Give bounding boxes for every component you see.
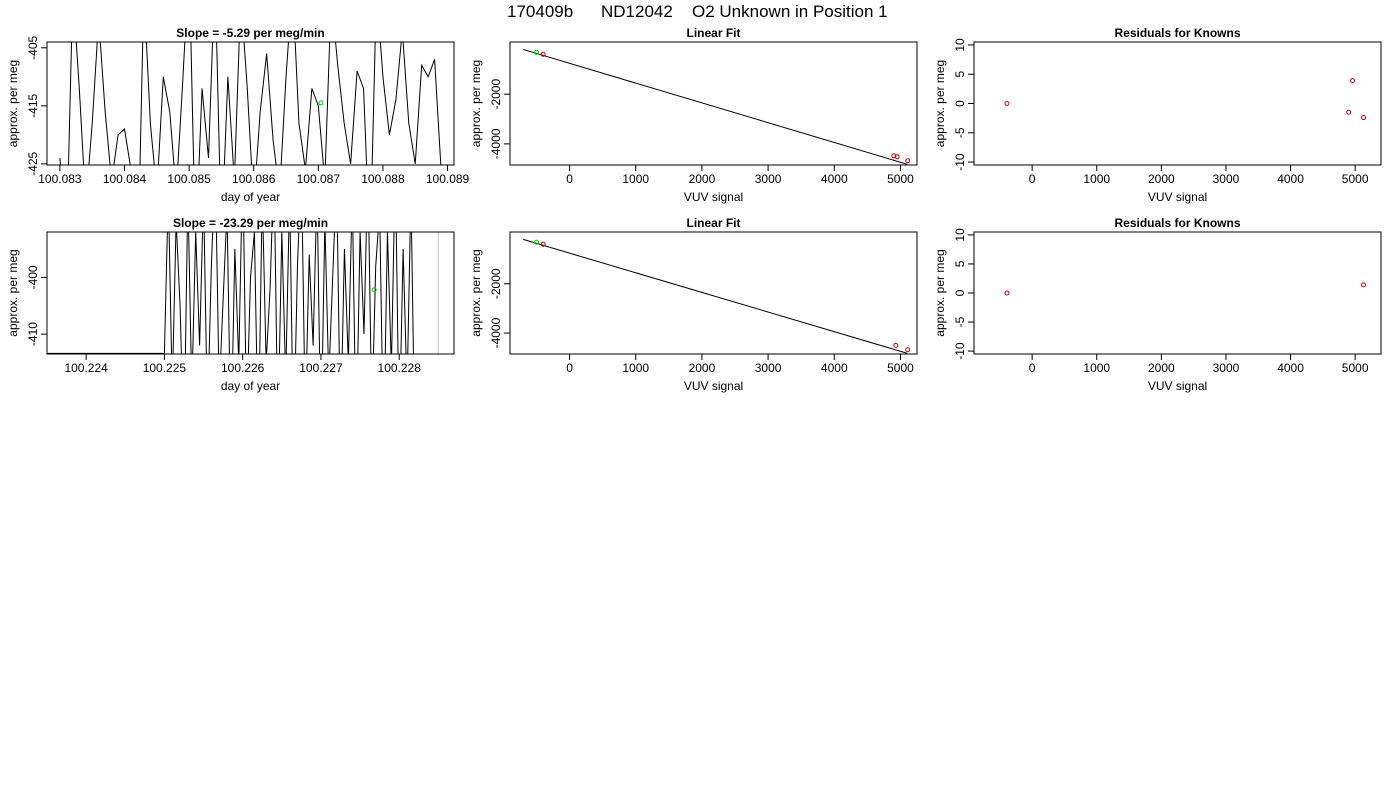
x-tick-label: 3000 bbox=[754, 361, 782, 375]
x-tick-label: 4000 bbox=[820, 361, 848, 375]
y-tick-label: -400 bbox=[26, 265, 40, 290]
x-tick-label: 1000 bbox=[1083, 172, 1111, 186]
y-tick-label: -10 bbox=[953, 153, 967, 171]
x-tick-label: 3000 bbox=[754, 172, 782, 186]
x-axis-label: VUV signal bbox=[683, 379, 744, 393]
x-tick-label: 100.085 bbox=[167, 172, 211, 186]
x-tick-label: 100.086 bbox=[232, 172, 276, 186]
x-tick-label: 1000 bbox=[622, 361, 650, 375]
x-tick-label: 0 bbox=[1028, 172, 1036, 186]
x-tick-label: 2000 bbox=[688, 361, 716, 375]
x-tick-label: 100.228 bbox=[377, 361, 421, 375]
x-axis-label: day of year bbox=[220, 190, 281, 204]
y-axis-label: approx. per meg bbox=[933, 59, 947, 148]
y-tick-label: -2000 bbox=[489, 268, 503, 300]
x-tick-label: 5000 bbox=[1341, 361, 1369, 375]
figure-title-position: O2 Unknown in Position 1 bbox=[692, 2, 888, 21]
y-axis-label: approx. per meg bbox=[6, 59, 20, 148]
y-tick-label: 0 bbox=[953, 289, 967, 297]
y-tick-label: -5 bbox=[953, 316, 967, 328]
y-tick-label: -405 bbox=[26, 35, 40, 60]
x-tick-label: 100.089 bbox=[425, 172, 470, 186]
y-axis-label: approx. per meg bbox=[469, 249, 483, 337]
chart-title: Linear Fit bbox=[686, 216, 741, 230]
x-tick-label: 100.225 bbox=[142, 361, 187, 375]
y-tick-label: -415 bbox=[26, 93, 40, 118]
x-tick-label: 3000 bbox=[1212, 361, 1240, 375]
x-tick-label: 5000 bbox=[887, 361, 914, 375]
x-tick-label: 100.087 bbox=[296, 172, 341, 186]
chart-title: Slope = -23.29 per meg/min bbox=[172, 216, 329, 230]
y-tick-label: -10 bbox=[953, 342, 967, 360]
y-tick-label: -4000 bbox=[489, 317, 503, 349]
y-tick-label: 5 bbox=[953, 260, 967, 268]
x-tick-label: 4000 bbox=[1277, 361, 1304, 375]
x-tick-label: 100.084 bbox=[102, 172, 147, 186]
y-tick-label: 5 bbox=[953, 70, 967, 78]
y-axis-label: approx. per meg bbox=[933, 249, 947, 337]
x-axis-label: day of year bbox=[220, 379, 281, 393]
x-tick-label: 0 bbox=[1028, 361, 1036, 375]
x-tick-label: 5000 bbox=[1341, 172, 1369, 186]
x-tick-label: 2000 bbox=[1147, 361, 1175, 375]
x-tick-label: 100.088 bbox=[361, 172, 405, 186]
x-tick-label: 2000 bbox=[688, 172, 716, 186]
figure-title-tank: ND12042 bbox=[601, 2, 673, 21]
y-tick-label: 10 bbox=[953, 38, 967, 52]
x-tick-label: 2000 bbox=[1147, 172, 1175, 186]
x-tick-label: 100.083 bbox=[38, 172, 82, 186]
y-tick-label: -410 bbox=[26, 322, 40, 347]
y-axis-label: approx. per meg bbox=[6, 249, 20, 337]
chart-title: Slope = -5.29 per meg/min bbox=[176, 26, 325, 40]
y-tick-label: -425 bbox=[26, 151, 40, 176]
x-axis-label: VUV signal bbox=[1147, 190, 1208, 204]
y-tick-label: 0 bbox=[953, 100, 967, 107]
chart-title: Residuals for Knowns bbox=[1114, 216, 1241, 230]
y-tick-label: 10 bbox=[953, 228, 967, 242]
chart-title: Linear Fit bbox=[686, 26, 741, 40]
y-tick-label: -5 bbox=[953, 127, 967, 139]
x-tick-label: 4000 bbox=[820, 172, 848, 186]
x-tick-label: 100.224 bbox=[64, 361, 108, 375]
x-tick-label: 3000 bbox=[1212, 172, 1240, 186]
x-tick-label: 1000 bbox=[1083, 361, 1111, 375]
x-tick-label: 0 bbox=[566, 172, 573, 186]
chart-title: Residuals for Knowns bbox=[1114, 26, 1241, 40]
y-axis-label: approx. per meg bbox=[469, 59, 483, 148]
x-tick-label: 5000 bbox=[887, 172, 914, 186]
figure-title-run: 170409b bbox=[507, 2, 574, 21]
x-tick-label: 4000 bbox=[1277, 172, 1304, 186]
y-tick-label: -4000 bbox=[489, 128, 503, 160]
x-axis-label: VUV signal bbox=[683, 190, 744, 204]
y-tick-label: -2000 bbox=[489, 78, 503, 110]
x-tick-label: 1000 bbox=[622, 172, 650, 186]
x-tick-label: 100.226 bbox=[220, 361, 265, 375]
x-axis-label: VUV signal bbox=[1147, 379, 1208, 393]
x-tick-label: 0 bbox=[566, 361, 573, 375]
x-tick-label: 100.227 bbox=[299, 361, 343, 375]
